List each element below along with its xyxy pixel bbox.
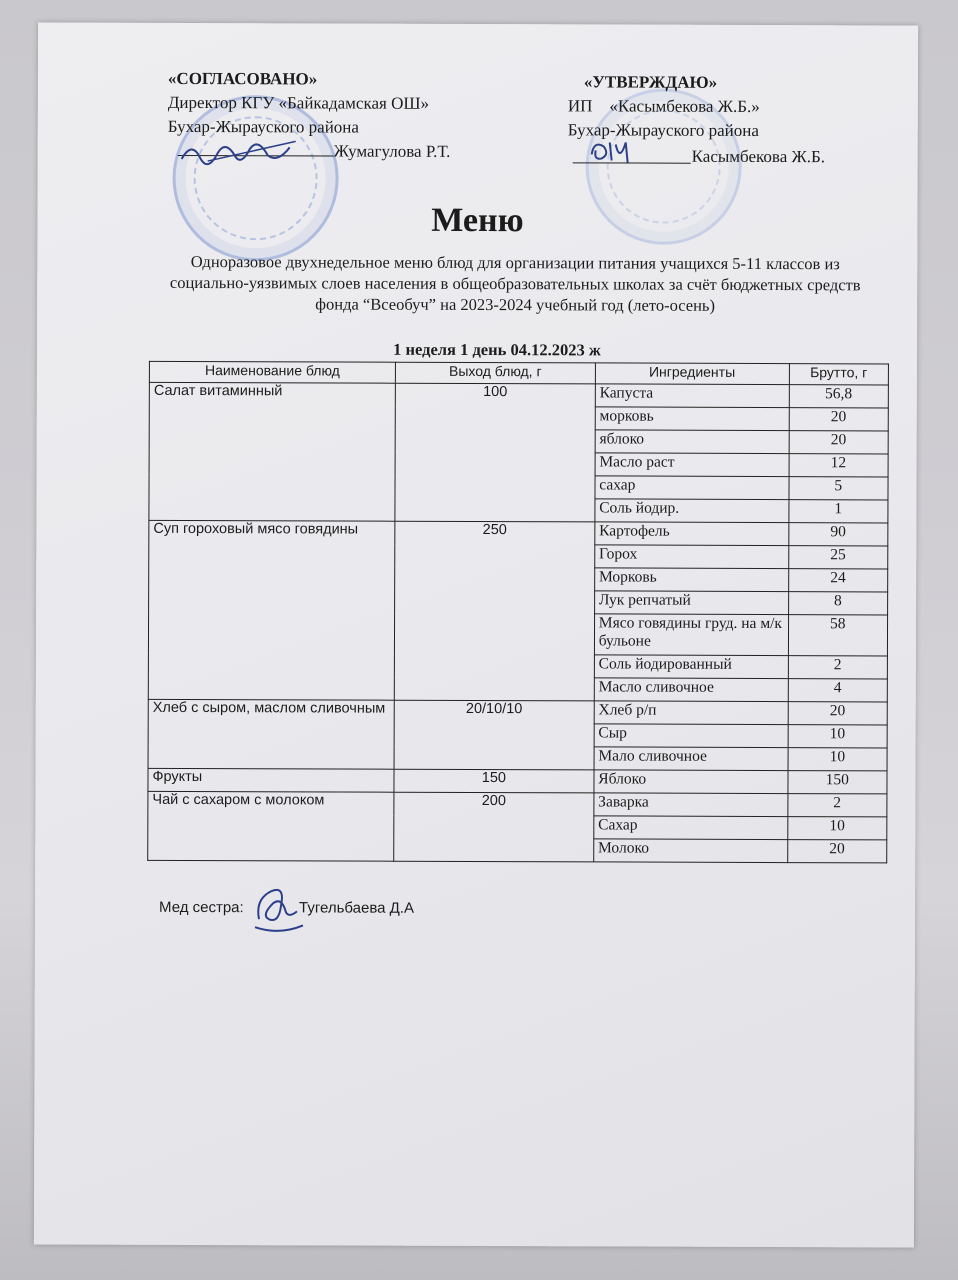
dish-name: Фрукты [148, 768, 394, 792]
ingredient-name: Яблоко [594, 770, 788, 794]
ingredient-name: яблоко [595, 430, 789, 454]
table-row [148, 791, 887, 817]
table-row [149, 520, 888, 546]
ingredient-gross: 8 [788, 592, 888, 615]
signature-left [178, 131, 318, 171]
table-row [148, 768, 887, 794]
ingredient-name: Молоко [593, 839, 787, 863]
dish-yield: 100 [395, 383, 595, 522]
dish-yield: 150 [394, 769, 594, 793]
header-gross: Брутто, г [789, 364, 889, 385]
ingredient-gross: 20 [787, 840, 887, 863]
ingredient-name: Соль йодированный [594, 655, 788, 679]
ingredient-name: Картофель [595, 522, 789, 546]
ingredient-gross: 20 [789, 408, 889, 431]
ingredient-gross: 1 [788, 500, 888, 523]
ingredient-gross: 5 [789, 477, 889, 500]
ingredient-gross: 56,8 [789, 385, 889, 408]
nurse-label: Мед сестра: [159, 898, 244, 917]
ingredient-name: Морковь [594, 568, 788, 592]
ingredient-gross: 10 [788, 748, 888, 771]
ingredient-gross: 90 [788, 523, 888, 546]
dish-name: Чай с сахаром с молоком [148, 791, 394, 861]
dish-name: Суп гороховый мясо говядины [148, 520, 395, 700]
ingredient-gross: 2 [788, 656, 888, 679]
approval-left-line2: Бухар-Жырауского района [167, 116, 359, 137]
ingredient-name: Сыр [594, 724, 788, 748]
ingredient-name: Масло сливочное [594, 678, 788, 702]
ingredient-gross: 12 [789, 454, 889, 477]
approval-right-heading: «УТВЕРЖДАЮ» [583, 72, 718, 92]
menu-sheet [34, 22, 918, 1247]
ingredient-gross: 24 [788, 569, 888, 592]
nurse-name: Тугельбаева Д.А [299, 899, 415, 917]
dish-name: Хлеб с сыром, маслом сливочным [148, 699, 394, 769]
ingredient-name: Мясо говядины груд. на м/к бульоне [594, 614, 788, 656]
ingredient-name: Капуста [595, 384, 789, 408]
ingredient-name: Заварка [594, 793, 788, 817]
approval-left-heading: «СОГЛАСОВАНО» [167, 68, 318, 89]
ingredient-name: сахар [595, 476, 789, 500]
page-title: Меню [431, 201, 524, 240]
ingredient-name: Соль йодир. [595, 499, 789, 523]
ingredient-name: Горох [595, 545, 789, 569]
approval-right-line1: ИП «Касымбекова Ж.Б.» [567, 96, 760, 116]
ingredient-gross: 25 [788, 546, 888, 569]
ingredient-name: Мало сливочное [594, 747, 788, 771]
header-ingredients: Ингредиенты [595, 363, 789, 385]
ingredient-gross: 20 [789, 431, 889, 454]
ingredient-gross: 2 [787, 794, 887, 817]
ingredient-name: морковь [595, 407, 789, 431]
ingredient-gross: 58 [788, 615, 888, 656]
ingredient-gross: 10 [788, 725, 888, 748]
ingredient-name: Хлеб р/п [594, 701, 788, 725]
approval-left-line1: Директор КГУ «Байкадамская ОШ» [167, 92, 430, 113]
dish-yield: 200 [394, 792, 594, 862]
table-row [149, 382, 888, 408]
header-yield: Выход блюд, г [395, 362, 595, 384]
menu-table [147, 361, 889, 864]
ingredient-gross: 4 [788, 679, 888, 702]
signature-right [586, 132, 646, 168]
approval-right-line3: Касымбекова Ж.Б. [691, 146, 826, 167]
ingredient-gross: 150 [788, 771, 888, 794]
ingredient-name: Лук репчатый [594, 591, 788, 615]
ingredient-gross: 10 [787, 817, 887, 840]
approval-left-line3: Жумагулова Р.Т. [333, 141, 451, 161]
ingredient-name: Масло раст [595, 453, 789, 477]
table-header-row [149, 361, 888, 385]
header-dish-name: Наименование блюд [149, 361, 395, 383]
table-row [148, 699, 887, 725]
ingredient-name: Сахар [594, 816, 788, 840]
table-body [148, 382, 889, 863]
approval-right-line2: Бухар-Жырауского района [567, 120, 759, 140]
dish-name: Салат витаминный [149, 382, 395, 521]
page-subtitle: Одноразовое двухнедельное меню блюд для организации питания учащихся 5-11 классов из социально-уязвимых слоев населения в общеобразовательных школах за счёт бюджетных средств фонда “Всеобуч” на 2023-2024 учебный год (лето-осень) [169, 252, 861, 315]
dish-yield: 250 [394, 521, 594, 701]
ingredient-gross: 20 [788, 702, 888, 725]
dish-yield: 20/10/10 [394, 700, 594, 770]
day-heading: 1 неделя 1 день 04.12.2023 ж [393, 339, 601, 360]
